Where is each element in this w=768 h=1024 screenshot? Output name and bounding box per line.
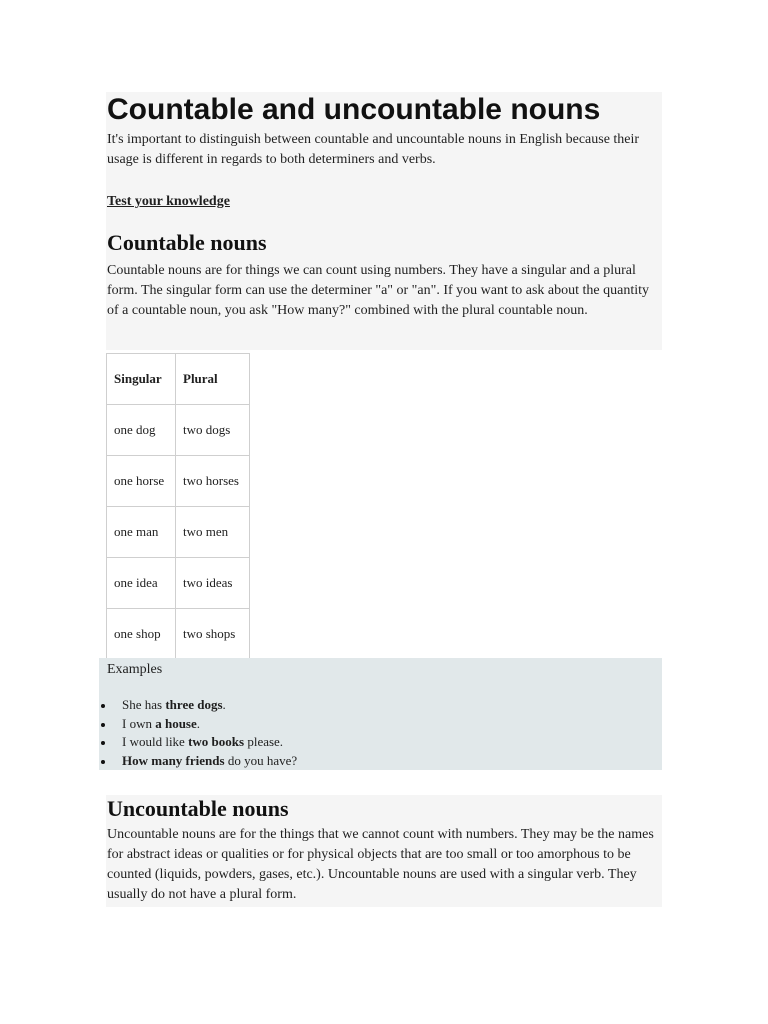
table-cell: one shop [107,609,176,660]
example-text: . [196,715,201,731]
example-text: I own [122,715,156,731]
table-cell: two horses [176,456,250,507]
examples-box [99,658,662,770]
intro-section [106,92,662,350]
table-cell: one man [107,507,176,558]
list-item [99,752,297,771]
table-row [107,558,250,609]
table-row [107,609,250,660]
table-cell: one idea [107,558,176,609]
table-cell: two ideas [176,558,250,609]
table-cell: two dogs [176,405,250,456]
table-row [107,456,250,507]
uncountable-section [106,795,662,907]
list-item [99,715,297,734]
example-bold-text: a house [155,715,197,731]
intro-paragraph: It's important to distinguish between countable and uncountable nouns in English because their usage is different in regards to both determiners and verbs. [107,132,640,167]
countable-nouns-paragraph: Countable nouns are for things we can count using numbers. They have a singular and a plural form. The singular form can use the determiner "a" or "an". If you want to ask about the quantity of a countable noun, you ask "How many?" combined with the plural countable noun. [107,263,650,318]
example-bold-text: two books [188,734,245,749]
noun-table [106,353,250,660]
countable-nouns-heading: Countable nouns [107,230,267,255]
table-header-row [107,354,250,405]
example-text: please. [244,734,284,749]
header-singular: Singular [107,354,176,405]
examples-label: Examples [107,662,163,677]
table-cell: one dog [107,405,176,456]
examples-list [99,696,297,770]
header-plural: Plural [176,354,250,405]
uncountable-nouns-paragraph: Uncountable nouns are for the things that we cannot count with numbers. They may be the names for abstract ideas or qualities or for physical objects that are too small or too amorphous to be counted (liquids, powders, gases, etc.). Uncountable nouns are used with a singular verb. They usually do not have a plural form. [107,827,654,902]
table-row [107,507,250,558]
table-row [107,405,250,456]
list-item [99,696,297,715]
uncountable-nouns-heading: Uncountable nouns [107,796,289,821]
example-text: do you have? [224,752,298,768]
example-text: I would like [122,734,189,749]
list-item [99,733,297,752]
example-text: . [222,697,226,712]
table-cell: two shops [176,609,250,660]
page-title: Countable and uncountable nouns [107,93,601,126]
table-cell: one horse [107,456,176,507]
example-text: She has [122,697,166,712]
test-your-knowledge-link[interactable]: Test your knowledge [107,194,230,209]
table-cell: two men [176,507,250,558]
example-bold-text: How many friends [122,752,225,768]
example-bold-text: three dogs [165,697,223,712]
